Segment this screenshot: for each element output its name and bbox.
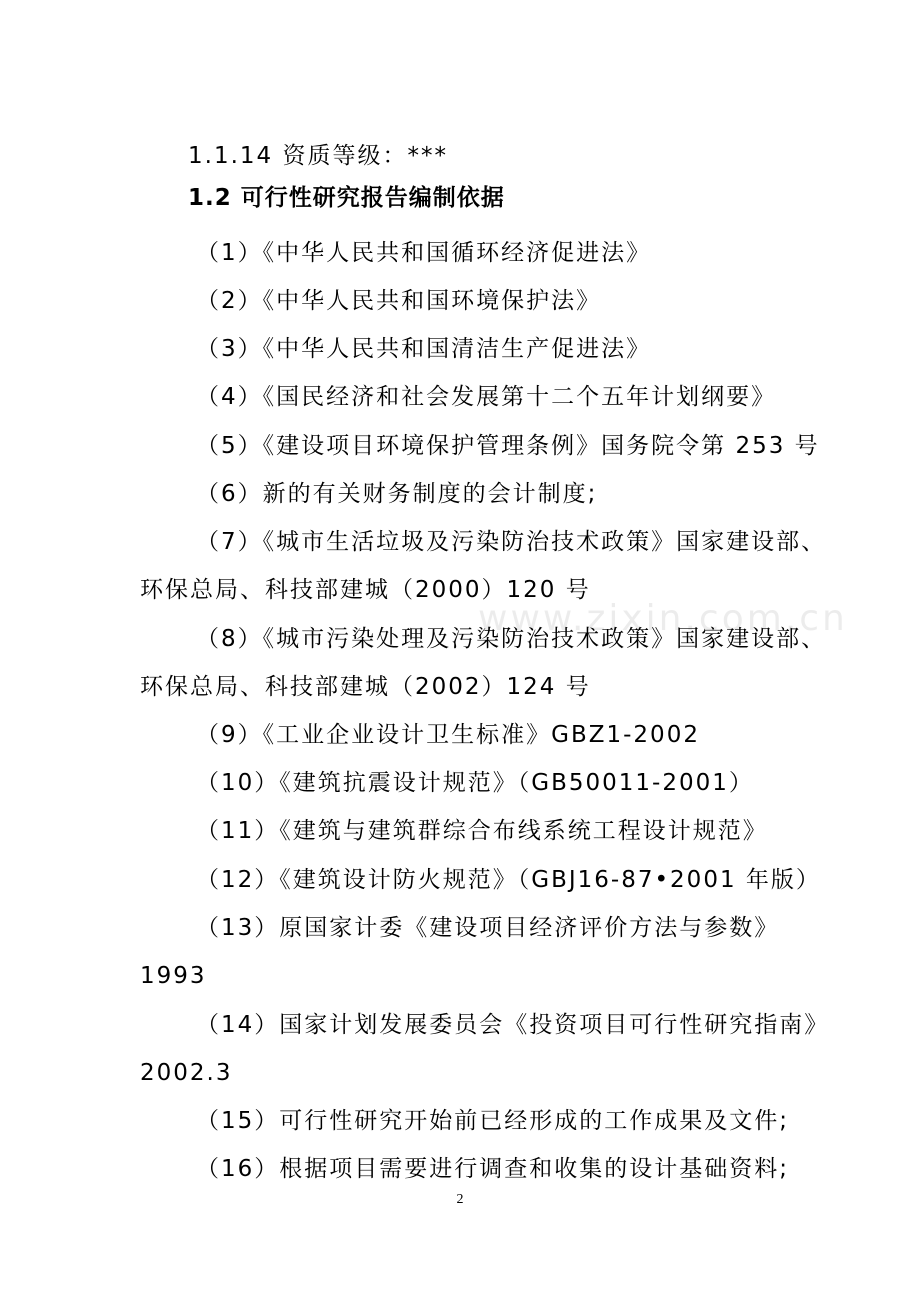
basis-item-13: （13）原国家计委《建设项目经济评价方法与参数》 [196,915,780,941]
basis-item-13-continuation: 1993 [140,963,207,989]
basis-item-8-continuation: 环保总局、科技部建城（2002）124 号 [140,674,591,700]
basis-item-7: （7）《城市生活垃圾及污染防治技术政策》国家建设部、 [196,529,827,555]
basis-item-15: （15）可行性研究开始前已经形成的工作成果及文件; [196,1108,790,1134]
basis-item-4: （4）《国民经济和社会发展第十二个五年计划纲要》 [196,384,777,410]
basis-item-5: （5）《建设项目环境保护管理条例》国务院令第 253 号 [196,433,820,459]
basis-item-6: （6）新的有关财务制度的会计制度; [196,481,598,507]
basis-item-14-continuation: 2002.3 [140,1060,233,1086]
basis-item-10: （10）《建筑抗震设计规范》（GB50011-2001） [196,770,754,796]
basis-item-14: （14）国家计划发展委员会《投资项目可行性研究指南》 [196,1012,830,1038]
basis-item-2: （2）《中华人民共和国环境保护法》 [196,288,602,314]
page-number: 2 [456,1192,464,1207]
section-heading: 1.2 可行性研究报告编制依据 [188,185,505,211]
basis-item-3: （3）《中华人民共和国清洁生产促进法》 [196,336,652,362]
basis-item-8: （8）《城市污染处理及污染防治技术政策》国家建设部、 [196,626,827,652]
watermark: www.zixin.com.cn [478,598,848,639]
basis-item-11: （11）《建筑与建筑群综合布线系统工程设计规范》 [196,818,768,844]
basis-item-9: （9）《工业企业设计卫生标准》GBZ1-2002 [196,722,700,748]
basis-item-12: （12）《建筑设计防火规范》（GBJ16-87•2001 年版） [196,867,821,893]
qualification-line: 1.1.14 资质等级：*** [188,143,448,169]
basis-item-16: （16）根据项目需要进行调查和收集的设计基础资料; [196,1156,790,1182]
basis-item-1: （1）《中华人民共和国循环经济促进法》 [196,240,652,266]
basis-item-7-continuation: 环保总局、科技部建城（2000）120 号 [140,577,591,603]
